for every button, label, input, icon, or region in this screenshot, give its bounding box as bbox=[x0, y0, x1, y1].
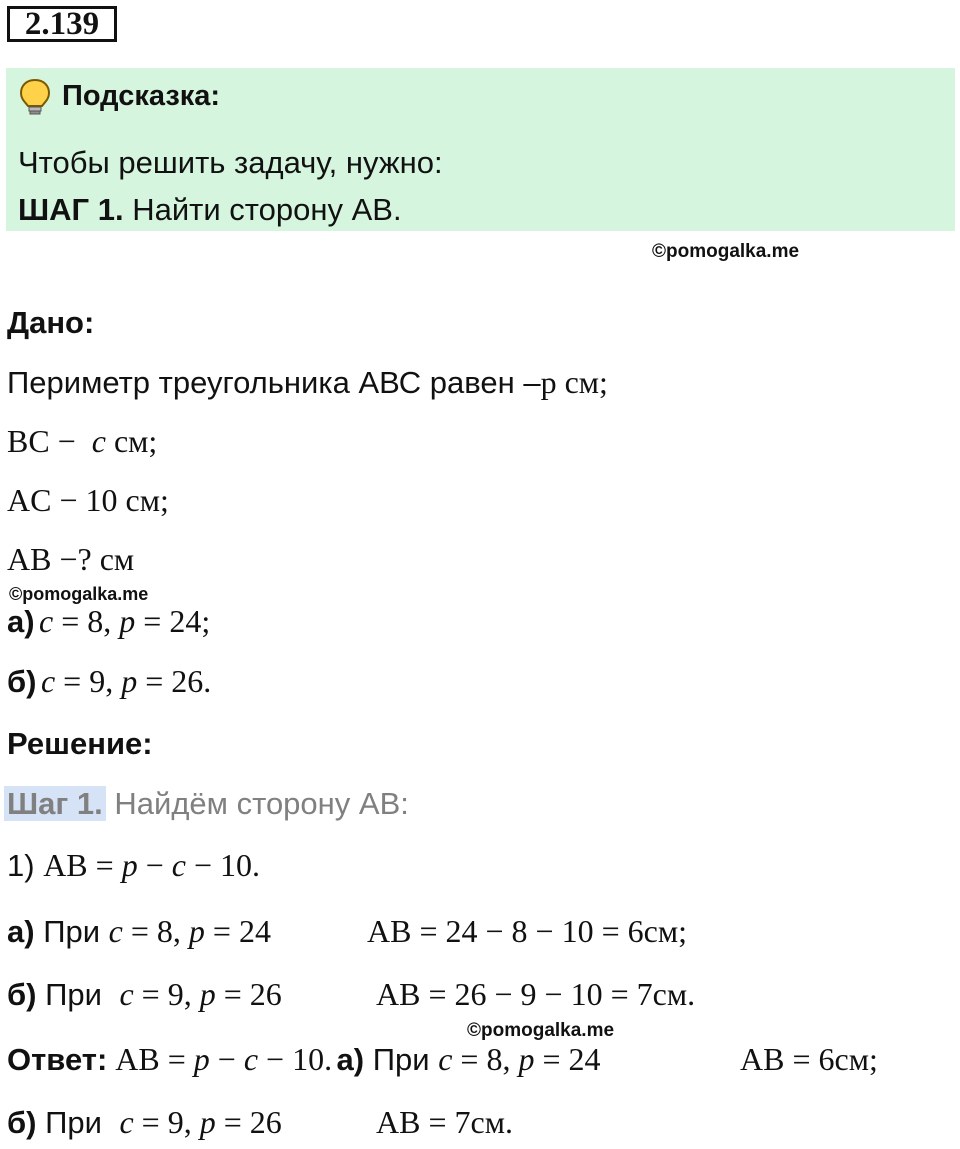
given-case-b bbox=[7, 663, 211, 700]
given-title: Дано: bbox=[7, 305, 95, 340]
answer-line bbox=[7, 1041, 600, 1078]
case-b-p: = 26. bbox=[137, 663, 212, 699]
sol-a-label: а) bbox=[7, 914, 35, 949]
solution-title: Решение: bbox=[7, 726, 153, 761]
solution-step-text: Найдём сторону АВ: bbox=[105, 786, 409, 821]
perimeter-text: Периметр треугольника АВС равен – bbox=[7, 365, 541, 400]
case-b-c: = 9, bbox=[55, 663, 122, 699]
perimeter-unit: см; bbox=[556, 364, 608, 400]
given-ac: AC − 10 см; bbox=[7, 482, 169, 518]
var-p: p bbox=[518, 1041, 535, 1077]
var-p: p bbox=[119, 603, 136, 639]
var-p: p bbox=[121, 663, 138, 699]
watermark: ©pomogalka.me bbox=[652, 241, 800, 262]
var-p: p bbox=[193, 1041, 210, 1077]
var-p: p bbox=[199, 976, 216, 1012]
var-c: c bbox=[119, 976, 134, 1012]
pri: При bbox=[34, 914, 109, 949]
answer-case-b bbox=[7, 1104, 282, 1141]
solution-case-a bbox=[7, 913, 271, 950]
case-a-c: = 8, bbox=[53, 603, 120, 639]
pri: При bbox=[36, 977, 111, 1012]
answer-a-c: = 8, bbox=[452, 1041, 519, 1077]
var-c: c bbox=[243, 1041, 259, 1077]
solution-case-b bbox=[7, 976, 282, 1013]
formula-ab: AB = bbox=[43, 847, 122, 883]
var-c: c bbox=[108, 913, 123, 949]
answer-b-label: б) bbox=[7, 1105, 37, 1140]
answer-a-result: AB = 6см; bbox=[740, 1041, 878, 1077]
given-bc bbox=[7, 423, 157, 460]
solution-step-label: Шаг 1. bbox=[4, 786, 106, 821]
var-p: p bbox=[121, 847, 138, 883]
watermark: ©pomogalka.me bbox=[467, 1020, 615, 1041]
case-a-p: = 24; bbox=[135, 603, 211, 639]
answer-label: Ответ: bbox=[7, 1042, 108, 1077]
task-number: 2.139 bbox=[7, 6, 117, 42]
bc-label: BC − bbox=[7, 423, 84, 459]
var-c: c bbox=[40, 663, 56, 699]
pri: При bbox=[36, 1105, 111, 1140]
answer-formula-rest: − 10. bbox=[258, 1041, 333, 1077]
answer-formula: AB = bbox=[107, 1041, 194, 1077]
hint-step bbox=[18, 192, 402, 228]
var-p: p bbox=[188, 913, 205, 949]
watermark: ©pomogalka.me bbox=[9, 584, 149, 604]
bc-var: c bbox=[91, 423, 106, 459]
given-ab: AB −? см bbox=[7, 541, 135, 577]
pri: При bbox=[364, 1042, 439, 1077]
var-c: c bbox=[171, 847, 186, 883]
sol-a-c: = 8, bbox=[122, 913, 189, 949]
sol-b-c: = 9, bbox=[133, 976, 200, 1012]
answer-b-c: = 9, bbox=[133, 1104, 200, 1140]
var-c: c bbox=[39, 603, 54, 639]
var-c: c bbox=[438, 1041, 453, 1077]
solution-formula bbox=[7, 847, 260, 884]
hint-line: Чтобы решить задачу, нужно: bbox=[18, 145, 443, 180]
var-c: c bbox=[119, 1104, 134, 1140]
var-p: p bbox=[199, 1104, 216, 1140]
answer-a-label: а) bbox=[336, 1042, 365, 1077]
case-b-label: б) bbox=[7, 664, 37, 699]
answer-b-p: = 26 bbox=[215, 1104, 282, 1140]
formula-rest: − 10. bbox=[185, 847, 260, 883]
answer-a-p: = 24 bbox=[534, 1041, 601, 1077]
answer-b-result: AB = 7см. bbox=[376, 1104, 513, 1140]
bc-unit: см; bbox=[105, 423, 158, 459]
solution-b-calc: AB = 26 − 9 − 10 = 7см. bbox=[376, 976, 696, 1012]
hint-title: Подсказка: bbox=[62, 80, 221, 112]
sol-b-label: б) bbox=[7, 977, 37, 1012]
sol-b-p: = 26 bbox=[215, 976, 282, 1012]
hint-step-label: ШАГ 1. bbox=[18, 192, 124, 227]
given-perimeter bbox=[7, 364, 608, 401]
lightbulb-icon bbox=[18, 78, 52, 116]
given-case-a bbox=[7, 603, 210, 640]
solution-a-calc: AB = 24 − 8 − 10 = 6см; bbox=[367, 913, 687, 949]
minus: − bbox=[209, 1041, 244, 1077]
minus: − bbox=[137, 847, 172, 883]
formula-num: 1) bbox=[7, 848, 44, 883]
hint-step-text: Найти сторону АВ. bbox=[132, 192, 402, 227]
sol-a-p: = 24 bbox=[204, 913, 271, 949]
solution-step bbox=[4, 786, 409, 822]
case-a-label: а) bbox=[7, 604, 35, 639]
perimeter-var: р bbox=[540, 364, 557, 400]
